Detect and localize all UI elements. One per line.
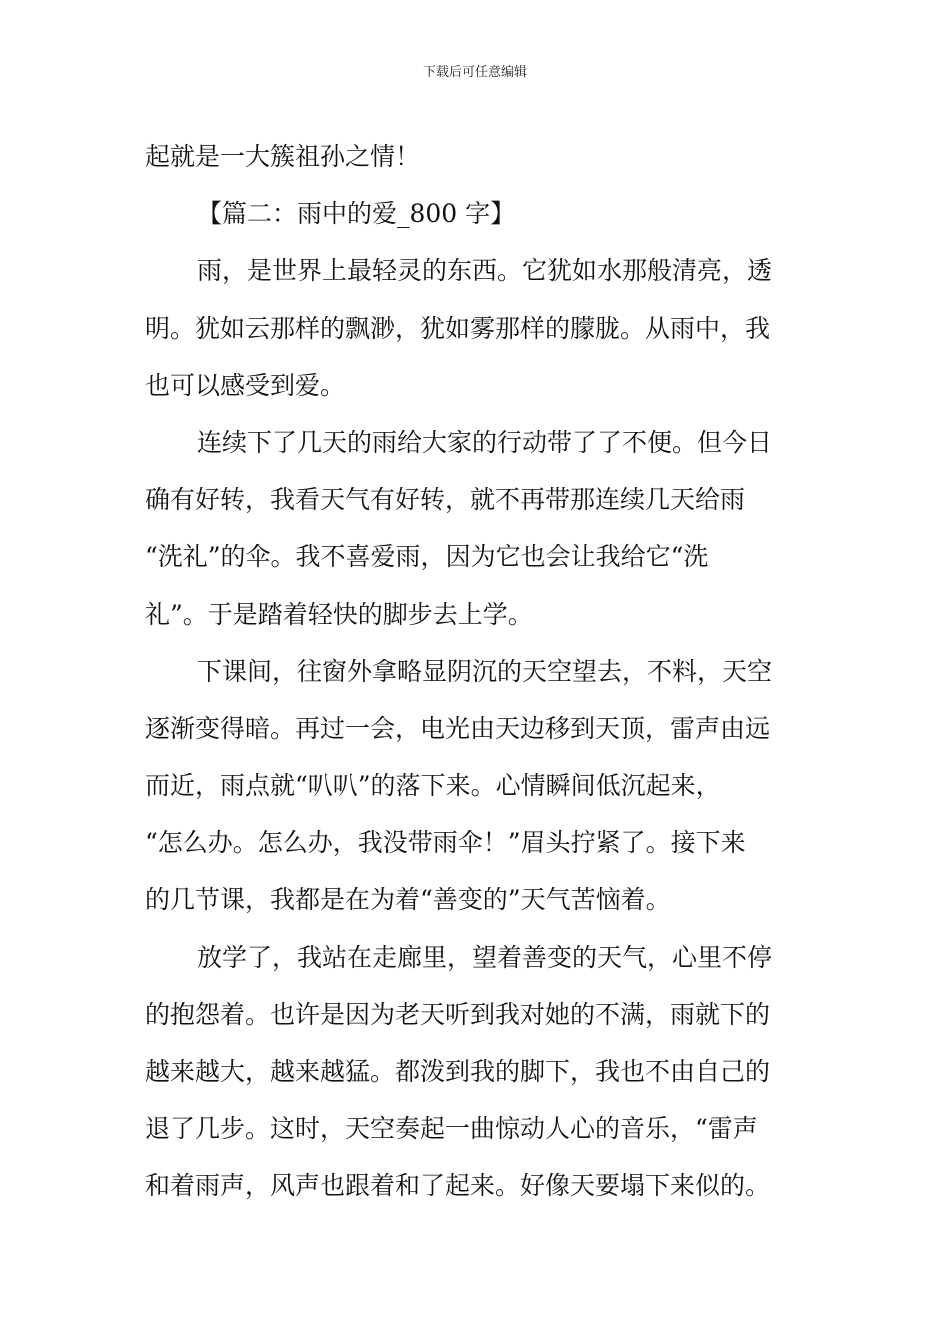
document-body <box>145 128 815 1215</box>
text-line: 的几节课，我都是在为着“善变的”天气苦恼着。 <box>145 885 671 915</box>
text-line: 起就是一大簇祖孙之情！ <box>145 142 421 171</box>
text-line: 确有好转，我看天气有好转，就不再带那连续几天给雨 <box>145 485 746 515</box>
text-line: 雨，是世界上最轻灵的东西。它犹如水那般清亮，透 <box>197 256 773 286</box>
text-line: 明。犹如云那样的飘渺，犹如雾那样的朦胧。从雨中，我 <box>145 313 771 343</box>
text-line: 和着雨声，风声也跟着和了起来。好像天要塌下来似的。 <box>145 1171 771 1201</box>
text-line: 越来越大，越来越猛。都泼到我的脚下，我也不由自己的 <box>145 1057 771 1086</box>
text-line: 也可以感受到爱。 <box>145 370 346 400</box>
text-line: 放学了，我站在走廊里，望着善变的天气，心里不停 <box>197 942 773 972</box>
section-heading: 【篇二：雨中的爱_800 字】 <box>197 199 516 229</box>
text-line: “怎么办。怎么办，我没带雨伞！”眉头拧紧了。接下来 <box>145 828 746 858</box>
text-line: 连续下了几天的雨给大家的行动带了了不便。但今日 <box>197 427 773 457</box>
text-line: 下课间，往窗外拿略显阴沉的天空望去，不料，天空 <box>197 656 773 686</box>
text-line: 的抱怨着。也许是因为老天听到我对她的不满，雨就下的 <box>145 999 771 1029</box>
page-header: 下载后可任意编辑 <box>422 65 527 80</box>
text-line: 而近，雨点就“叭叭”的落下来。心情瞬间低沉起来， <box>145 771 721 801</box>
text-line: 退了几步。这时，天空奏起一曲惊动人心的音乐，“雷声 <box>145 1114 758 1144</box>
text-line: “洗礼”的伞。我不喜爱雨，因为它也会让我给它“洗 <box>145 542 709 572</box>
text-line: 逐渐变得暗。再过一会，电光由天边移到天顶，雷声由远 <box>145 713 771 743</box>
text-line: 礼”。于是踏着轻快的脚步去上学。 <box>145 599 533 629</box>
